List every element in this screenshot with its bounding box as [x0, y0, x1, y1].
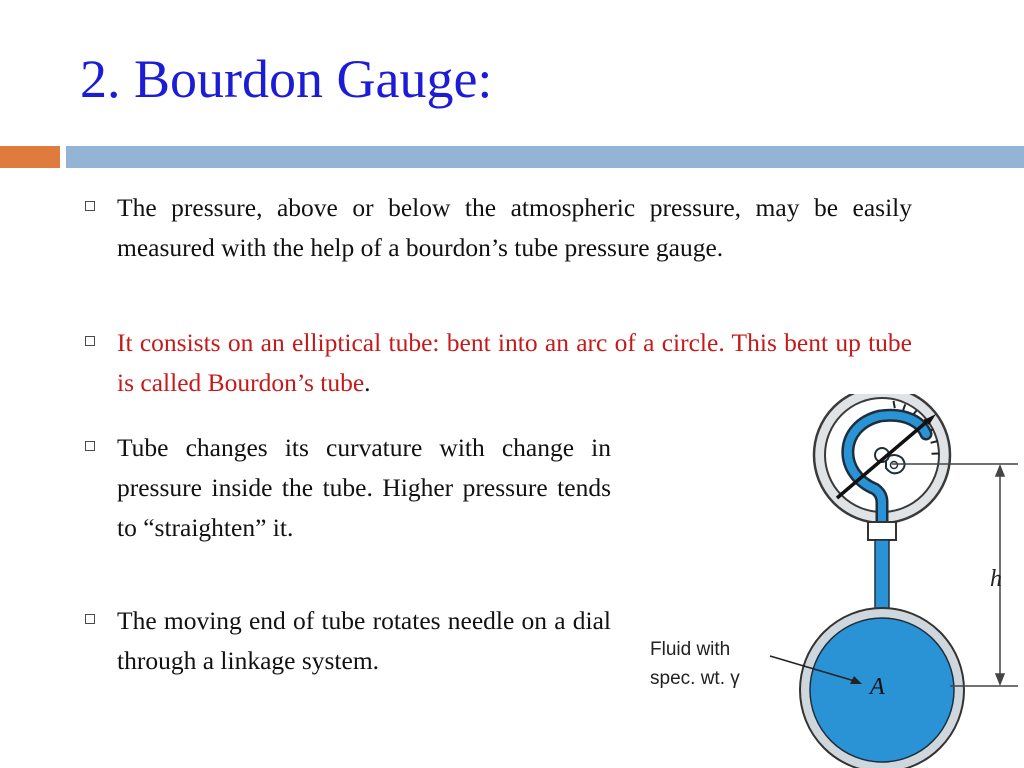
bullet-text-tail: .	[364, 368, 371, 397]
slide-title: 2. Bourdon Gauge:	[80, 49, 493, 109]
bullet-item	[117, 601, 611, 681]
bullet-item	[117, 188, 912, 268]
title-accent-bar-blue	[66, 146, 1024, 168]
bullet-item	[117, 323, 912, 403]
title-accent-bar-orange	[0, 146, 60, 168]
bullet-text: The moving end of tube rotates needle on a dial through a linkage system.	[117, 606, 611, 675]
height-label: h	[990, 566, 1002, 592]
square-bullet-icon	[85, 441, 95, 451]
square-bullet-icon	[85, 336, 95, 346]
point-a-label: A	[870, 674, 885, 700]
fluid-label-line2: spec. wt. γ	[650, 668, 740, 689]
square-bullet-icon	[85, 614, 95, 624]
square-bullet-icon	[85, 201, 95, 211]
bullet-item	[117, 428, 611, 548]
bullet-text: Tube changes its curvature with change in pressure inside the tube. Higher pressure tends to “straighten” it.	[117, 433, 611, 542]
bullet-text: It consists on an elliptical tube: bent into an arc of a circle. This bent up tube is called Bourdon’s tube	[117, 328, 912, 397]
fluid-label-line1: Fluid with	[650, 639, 731, 660]
bullet-text: The pressure, above or below the atmospheric pressure, may be easily measured with the help of a bourdon’s tube pressure gauge.	[117, 193, 912, 262]
gauge-fitting	[868, 522, 896, 540]
bourdon-gauge-figure	[630, 394, 1024, 768]
